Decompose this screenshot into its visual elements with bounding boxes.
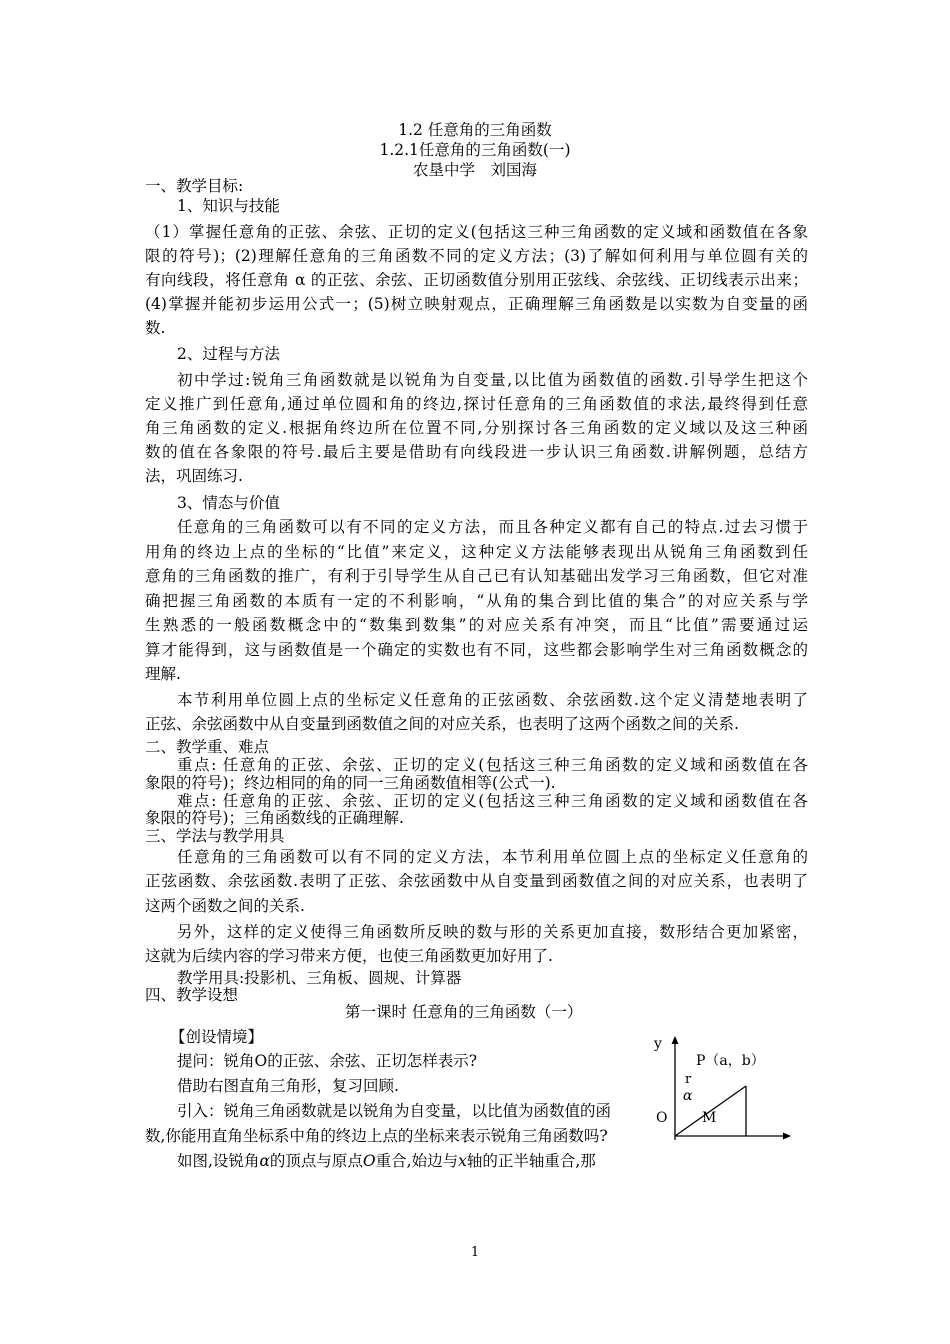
process-line: 角三角函数的定义.根据角终边所在位置不同,分别探讨各三角函数的定义域以及这三种函: [145, 419, 808, 437]
point-m-label: M: [702, 1110, 717, 1126]
radius-label: r: [685, 1072, 692, 1087]
values-line: 理解.: [145, 665, 181, 683]
values-line: 正弦、余弦函数中从自变量到函数值之间的对应关系，也表明了这两个函数之间的关系.: [145, 715, 739, 733]
section-4-heading: 四、教学设想: [145, 986, 239, 1004]
process-line: 初中学过:锐角三角函数就是以锐角为自变量,以比值为函数值的函数.引导学生把这个: [177, 371, 808, 389]
section-1-heading: 一、教学目标:: [145, 177, 244, 195]
process-line: 法，巩固练习.: [145, 467, 243, 485]
values-line: 意角的三角函数的推广，有利于引导学生从自己已有认知基础出发学习三角函数，但它对准: [145, 567, 808, 585]
section-3-heading: 三、学法与教学用具: [145, 827, 285, 845]
values-line: 算才能得到，这与函数值是一个确定的实数也有不同，这些都会影响学生对三角函数概念的: [145, 641, 808, 659]
method-line: 任意角的三角函数可以有不同的定义方法，本节利用单位圆上点的坐标定义任意角的: [177, 848, 808, 866]
scene-line: 数,你能用直角坐标系中角的终边上点的坐标来表示锐角三角函数吗?: [145, 1127, 608, 1145]
teaching-tools-line: 教学用具:投影机、三角板、圆规、计算器: [177, 969, 462, 987]
doc-subtitle: 1.2.1任意角的三角函数(一): [379, 141, 571, 159]
process-heading: 2、过程与方法: [177, 345, 280, 363]
y-axis-label: y: [654, 1036, 662, 1052]
method-line: 这两个函数之间的关系.: [145, 897, 305, 915]
difficulty-line: 难点: 任意角的正弦、余弦、正切的定义(包括这三种三角函数的定义域和函数值在各: [177, 792, 808, 810]
x-axis-arrow: [783, 1133, 791, 1140]
lesson-title: 第一课时 任意角的三角函数（一）: [345, 1003, 583, 1021]
scene-line-last: 如图,设锐角α的顶点与原点O重合,始边与x轴的正半轴重合,那: [177, 1152, 596, 1170]
difficulty-line: 象限的符号)；三角函数线的正确理解.: [145, 809, 404, 827]
values-line: 生熟悉的一般函数概念中的“数集到数集”的对应关系有冲突，而且“比值”需要通过运: [145, 616, 808, 634]
knowledge-line: 数.: [145, 319, 166, 337]
knowledge-line: （1）掌握任意角的正弦、余弦、正切的定义(包括这三种三角函数的定义域和函数值在各象: [145, 223, 808, 241]
math-x: x: [458, 1152, 467, 1170]
knowledge-heading: 1、知识与技能: [177, 197, 280, 215]
values-line: 本节利用单位圆上点的坐标定义任意角的正弦函数、余弦函数.这个定义清楚地表明了: [177, 691, 808, 709]
origin-label: O: [656, 1110, 668, 1126]
values-line: 用角的终边上点的坐标的“比值”来定义，这种定义方法能够表现出从锐角三角函数到任: [145, 543, 808, 561]
knowledge-line: 限的符号)；(2)理解任意角的三角函数不同的定义方法；(3)了解如何利用与单位圆有关的: [145, 247, 808, 265]
key-point-line: 重点: 任意角的正弦、余弦、正切的定义(包括这三种三角函数的定义域和函数值在各: [177, 756, 808, 774]
scene-heading: 【创设情境】: [170, 1028, 264, 1046]
section-2-heading: 二、教学重、难点: [145, 738, 270, 756]
process-line: 定义推广到任意角,通过单位圆和角的终边,探讨任意角的三角函数值的求法,最终得到任意: [145, 395, 808, 413]
knowledge-line: 有向线段，将任意角 α 的正弦、余弦、正切函数值分别用正弦线、余弦线、正切线表示出来；: [145, 271, 808, 289]
math-origin: O: [362, 1152, 376, 1170]
scene-line: 提问：锐角O的正弦、余弦、正切怎样表示?: [177, 1052, 478, 1070]
scene-line: 借助右图直角三角形，复习回顾.: [177, 1077, 399, 1095]
alpha-label: α: [683, 1088, 693, 1104]
key-point-line: 象限的符号)；终边相同的角的同一三角函数值相等(公式一).: [145, 774, 556, 792]
y-axis-arrow: [672, 1036, 679, 1044]
scene-line: 引入：锐角三角函数就是以锐角为自变量，以比值为函数值的函: [177, 1102, 612, 1120]
process-line: 数的值在各象限的符号.最后主要是借助有向线段进一步认识三角函数.讲解例题，总结方: [145, 443, 808, 461]
math-alpha: α: [259, 1152, 270, 1170]
method-line: 这就为后续内容的学习带来方便，也使三角函数更加好用了.: [145, 947, 553, 965]
doc-title: 1.2 任意角的三角函数: [398, 121, 552, 139]
method-line: 正弦函数、余弦函数.表明了正弦、余弦函数中从自变量到函数值之间的对应关系，也表明了: [145, 872, 808, 890]
knowledge-line: (4)掌握并能初步运用公式一；(5)树立映射观点，正确理解三角函数是以实数为自变量的函: [145, 295, 808, 313]
page-number: 1: [470, 1245, 480, 1260]
values-line: 任意角的三角函数可以有不同的定义方法，而且各种定义都有自己的特点.过去习惯于: [177, 518, 808, 536]
right-triangle-figure: [650, 1030, 800, 1150]
values-heading: 3、情态与价值: [177, 494, 280, 512]
values-line: 确把握三角函数的本质有一定的不利影响，“从角的集合到比值的集合”的对应关系与学: [145, 592, 808, 610]
doc-author: 农垦中学 刘国海: [412, 161, 537, 179]
point-p-label: P（a，b）: [696, 1053, 765, 1069]
method-line: 另外，这样的定义使得三角函数所反映的数与形的关系更加直接，数形结合更加紧密，: [177, 923, 808, 941]
